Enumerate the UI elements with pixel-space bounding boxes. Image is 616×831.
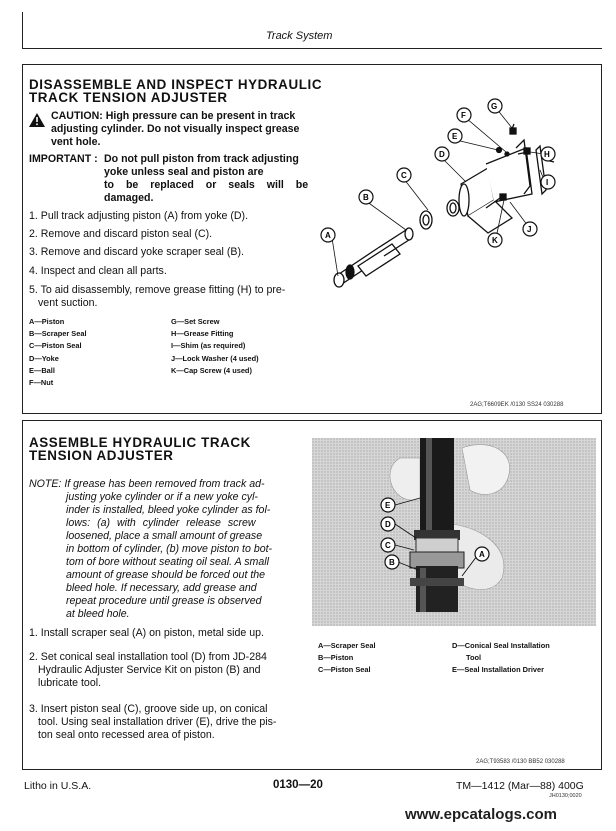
- step-5-line2: vent suction.: [38, 297, 98, 309]
- legend-item: C—Piston Seal: [29, 341, 82, 351]
- legend-item: F—Nut: [29, 378, 54, 388]
- photo-label-d: D: [385, 520, 391, 529]
- legend-item: C—Piston Seal: [318, 665, 371, 675]
- watermark-text: www.epcatalogs.com: [405, 806, 557, 823]
- footer-right: TM—1412 (Mar—88) 400G: [456, 780, 584, 792]
- photo-label-b: B: [389, 558, 395, 567]
- step-2: 2. Remove and discard piston seal (C).: [29, 228, 213, 240]
- figure-reference-1: 2AG;T6609EK /0130 SS24 030288: [470, 402, 564, 408]
- assemble-step-3-line2: tool. Using seal installation driver (E), drive the pis-: [38, 716, 277, 728]
- assemble-step-3-line1: 3. Insert piston seal (C), groove side up, on conical: [29, 703, 268, 715]
- label-a: A: [325, 231, 331, 240]
- assemble-step-2-line2: Hydraulic Adjuster Service Kit on piston (B) and: [38, 664, 261, 676]
- note-line: amount of grease should be forced out the: [66, 569, 266, 581]
- label-j: J: [527, 225, 532, 234]
- step-5-line1: 5. To aid disassembly, remove grease fitting (H) to pre-: [29, 284, 286, 296]
- photo-legend-right: [452, 640, 550, 677]
- caution-triangle-icon: [29, 113, 45, 127]
- legend-item: K—Cap Screw (4 used): [171, 365, 252, 375]
- legend-item: D—Yoke: [29, 353, 59, 363]
- legend-item: B—Scraper Seal: [29, 329, 87, 339]
- photo-label-c: C: [385, 541, 391, 550]
- footer-page-number: 0130—20: [273, 779, 323, 791]
- note-line: lows: (a) with cylinder release screw: [66, 517, 256, 529]
- step-4: 4. Inspect and clean all parts.: [29, 265, 167, 277]
- important-line4: damaged.: [104, 192, 154, 204]
- footer-code: JH0130;0020: [549, 793, 582, 799]
- assembly-photo: [312, 438, 596, 626]
- photo-label-e: E: [385, 501, 391, 510]
- step-1: 1. Pull track adjusting piston (A) from yoke (D).: [29, 210, 249, 222]
- note-line: inder is installed, bleed yoke cylinder as fol-: [66, 504, 271, 516]
- legend-item: Tool: [466, 653, 482, 663]
- assemble-step-1: 1. Install scraper seal (A) on piston, metal side up.: [29, 627, 264, 639]
- section2-title-line2: TENSION ADJUSTER: [29, 448, 174, 463]
- note-line: repeat procedure until grease is observed: [66, 595, 262, 607]
- section1-title-line1: DISASSEMBLE AND INSPECT HYDRAULIC: [29, 77, 323, 92]
- caution-line2: adjusting cylinder. Do not visually inspect grease: [51, 123, 300, 135]
- note-line: NOTE: If grease has been removed from track ad-: [29, 478, 265, 490]
- note-line: justing yoke cylinder or if a new yoke cyl-: [66, 491, 258, 503]
- caution-line1: CAUTION: High pressure can be present in track: [51, 110, 296, 122]
- legend-item: A—Piston: [29, 317, 65, 326]
- legend-item: G—Set Screw: [171, 317, 220, 326]
- left-margin-rule: [22, 12, 23, 48]
- section1-title-line2: TRACK TENSION ADJUSTER: [29, 90, 228, 105]
- label-d: D: [439, 150, 445, 159]
- legend-item: E—Seal Installation Driver: [452, 665, 545, 675]
- figure-reference-2: 2AG;T93583 /0130 BB52 030288: [476, 759, 565, 765]
- label-c: C: [401, 171, 407, 180]
- assemble-step-2-line1: 2. Set conical seal installation tool (D) from JD-284: [29, 651, 267, 663]
- assemble-step-2-line3: lubricate tool.: [38, 677, 102, 689]
- legend-item: D—Conical Seal Installation: [452, 641, 550, 650]
- note-line: loosened, place a small amount of grease: [66, 530, 263, 542]
- footer-left: Litho in U.S.A.: [24, 780, 92, 792]
- note-line: tom of bore without seating oil seal. A small: [66, 556, 269, 568]
- important-line3: to be replaced or seals will be: [104, 179, 309, 191]
- label-h: H: [544, 150, 550, 159]
- legend-right: [171, 316, 259, 377]
- note-line: at bleed hole.: [66, 608, 130, 620]
- label-f: F: [461, 111, 466, 120]
- legend-left: [29, 316, 87, 389]
- legend-item: H—Grease Fitting: [171, 329, 234, 339]
- assemble-step-3-line3: ton seal onto recessed area of piston.: [38, 729, 215, 741]
- photo-legend-left: [318, 640, 376, 677]
- photo-label-a: A: [479, 550, 485, 559]
- page-header-title: Track System: [266, 30, 333, 42]
- exploded-view-diagram: [318, 98, 596, 308]
- label-b: B: [363, 193, 369, 202]
- header-rule: [22, 48, 602, 49]
- label-i: I: [546, 178, 549, 187]
- label-g: G: [491, 102, 498, 111]
- important-line1: Do not pull piston from track adjusting: [104, 153, 299, 165]
- legend-item: A—Scraper Seal: [318, 641, 376, 650]
- note-line: in bottom of cylinder, (b) move piston to bot-: [66, 543, 273, 555]
- legend-item: B—Piston: [318, 653, 354, 663]
- label-k: K: [492, 236, 498, 245]
- important-line2: yoke unless seal and piston are: [104, 166, 264, 178]
- legend-item: J—Lock Washer (4 used): [171, 353, 259, 363]
- important-label: IMPORTANT :: [29, 153, 98, 165]
- legend-item: I—Shim (as required): [171, 341, 246, 351]
- label-e: E: [452, 132, 458, 141]
- note-line: bleed hole. If necessary, add grease and: [66, 582, 257, 594]
- caution-line3: vent hole.: [51, 136, 101, 148]
- section2-title-line1: ASSEMBLE HYDRAULIC TRACK: [29, 435, 251, 450]
- legend-item: E—Ball: [29, 365, 55, 375]
- step-3: 3. Remove and discard yoke scraper seal (B).: [29, 246, 244, 258]
